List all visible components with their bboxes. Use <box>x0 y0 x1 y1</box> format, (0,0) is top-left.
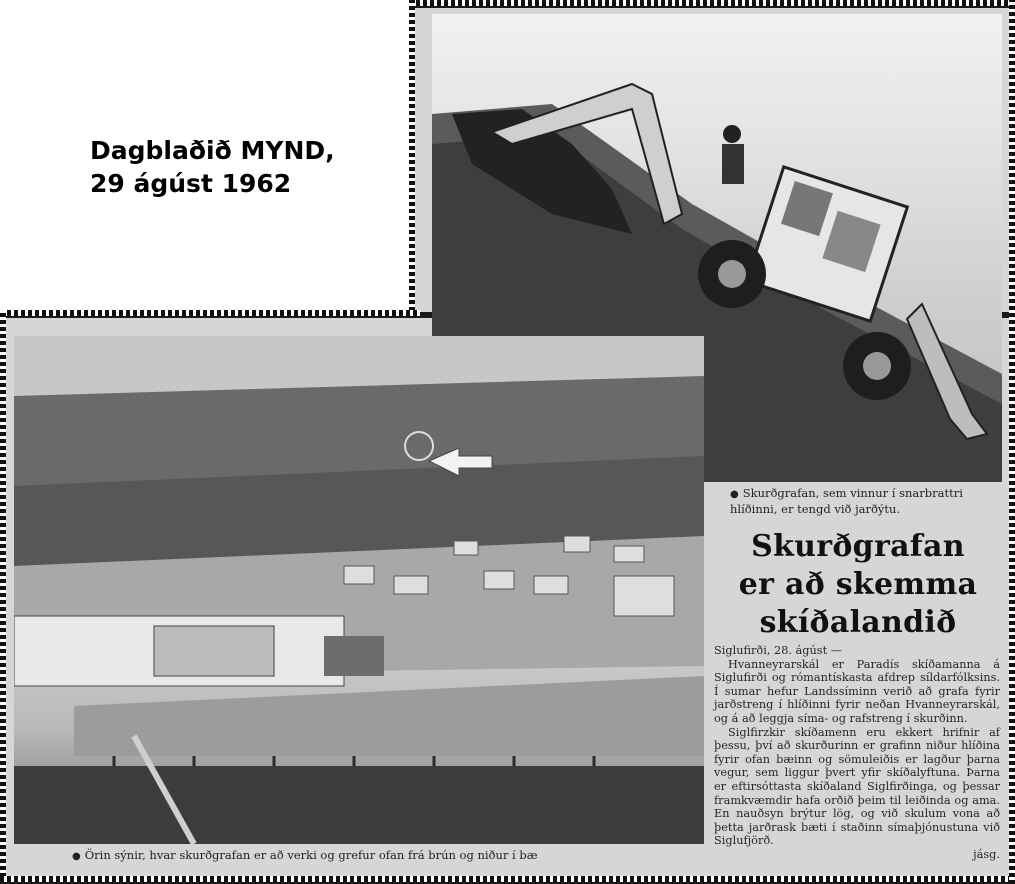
perforated-edge-top <box>409 0 1015 6</box>
perforated-edge-left-lower <box>0 310 6 884</box>
perforated-edge-bottom <box>0 876 1015 882</box>
perforated-edge-right <box>1009 0 1015 884</box>
perforated-edge-left-upper <box>409 0 415 318</box>
article-signature: jásg. <box>973 847 1000 861</box>
article-paragraph: Hvanneyrarskál er Paradís skíðamanna á Siglufirði og rómantískasta afdrep síldarfólksins. Í sumar hefur Landssíminn verið að grafa fyrir jarðstreng í hlíðinni fyrir neðan Hvanneyrarskál, og á að leggja síma- og rafstreng í skurðinn. <box>714 657 1000 725</box>
harbour-town-photo <box>14 336 704 844</box>
article-dateline: Siglufirði, 28. ágúst — <box>714 644 843 657</box>
perforated-edge-mid <box>0 310 420 316</box>
source-label-publication: Dagblaðið MYND, <box>90 136 335 165</box>
article-body <box>714 644 1000 862</box>
article-headline: Skurðgrafan er að skemma skíðalandið <box>738 529 978 640</box>
harbour-photo-caption: ● Örin sýnir, hvar skurðgrafan er að verki og grefur ofan frá brún og niður í bæ <box>72 848 538 862</box>
article-paragraph: Siglfirzkir skíðamenn eru ekkert hrifnir af þessu, því að skurðurinn er grafinn niður hlíðina fyrir ofan bæinn og sömuleiðis er lagður þarna vegur, sem liggur þvert yfir skíðalyftuna. Þarna er eftirsóttasta skíðaland Siglfirðinga, og þessar framkvæmdir hafa orðið þeim til leiðinda og ama. En nauðsyn brýtur lög, og við skulum vona að þetta jarðrask bæti í staðinn símaþjónustuna við Siglufjörð. <box>714 725 1000 848</box>
source-label-date: 29 ágúst 1962 <box>90 169 292 198</box>
bullet-icon: ● <box>730 489 739 500</box>
bullet-icon: ● <box>72 851 81 862</box>
excavator-photo-caption: ● Skurðgrafan, sem vinnur í snarbrattri hlíðinni, er tengd við jarðýtu. <box>730 486 963 516</box>
source-label <box>90 134 335 200</box>
